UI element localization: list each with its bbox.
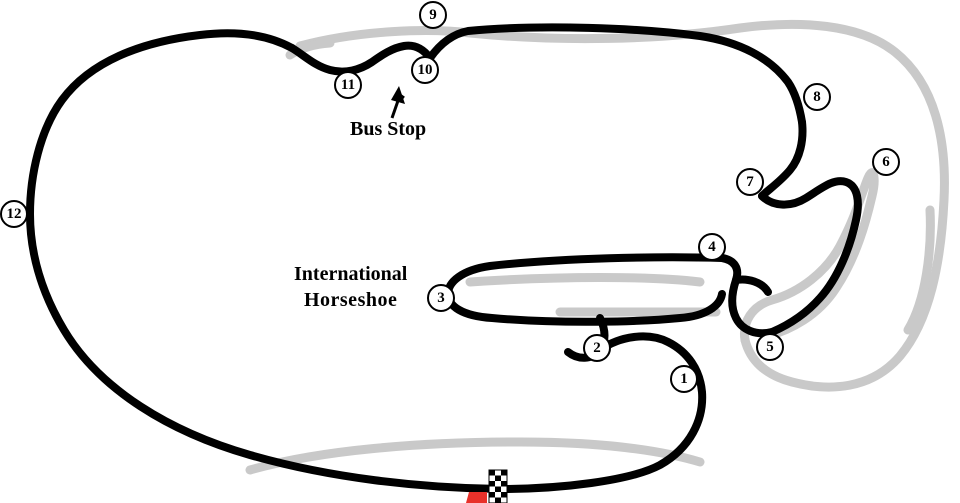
corner-marker-8[interactable]: 8 <box>803 83 831 111</box>
corner-marker-4[interactable]: 4 <box>698 233 726 261</box>
corner-marker-5[interactable]: 5 <box>756 333 784 361</box>
corner-marker-9[interactable]: 9 <box>419 1 447 29</box>
corner-marker-3[interactable]: 3 <box>427 284 455 312</box>
label-bus-stop: Bus Stop <box>350 118 427 140</box>
corner-marker-10[interactable]: 10 <box>411 56 439 84</box>
corner-marker-1[interactable]: 1 <box>670 365 698 393</box>
main-track-path <box>30 27 858 489</box>
label-horseshoe-line2: Horseshoe <box>303 289 398 311</box>
corner-marker-11[interactable]: 11 <box>334 71 362 99</box>
label-international-horseshoe <box>294 261 407 313</box>
label-horseshoe-line1: International <box>294 263 408 285</box>
corner-marker-12[interactable]: 12 <box>0 200 28 228</box>
corner-marker-7[interactable]: 7 <box>736 168 764 196</box>
bus-stop-arrow <box>391 86 405 118</box>
corner-marker-6[interactable]: 6 <box>872 148 900 176</box>
corner-marker-2[interactable]: 2 <box>583 334 611 362</box>
